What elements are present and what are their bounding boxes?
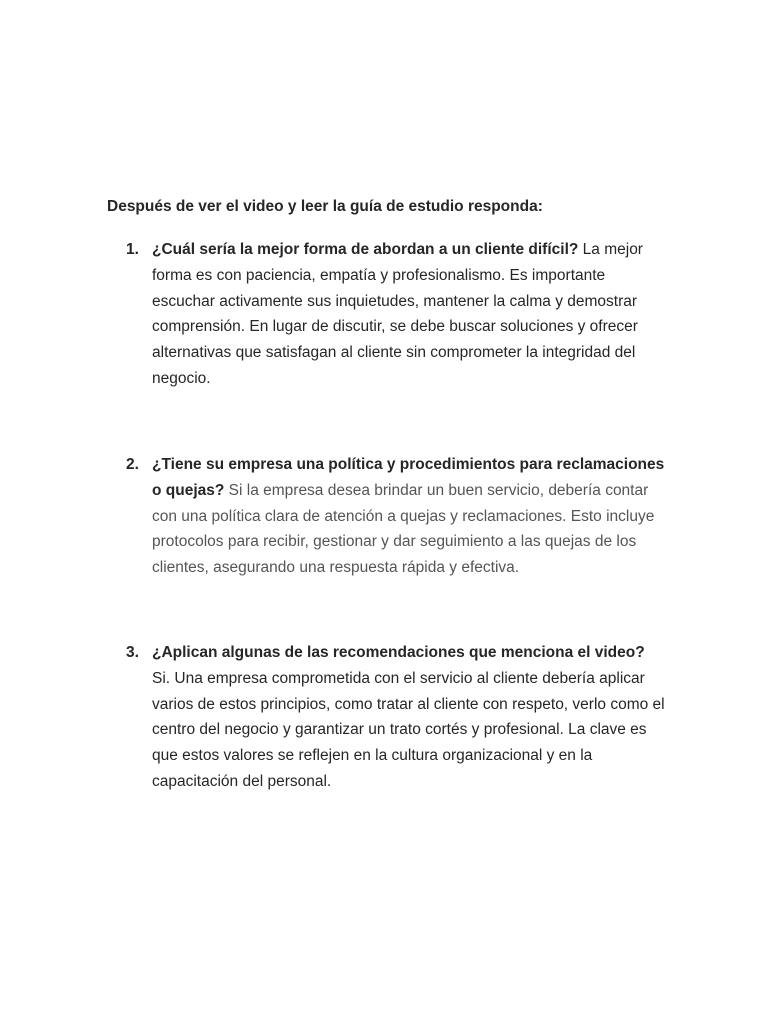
answer-text: Si la empresa desea brindar un buen servicio, debería contar con una política clara de atención a quejas y reclamaciones. Esto incluye protocolos para recibir, gestionar y dar seguimiento a las quejas de los clientes, asegurando una respuesta rápida y efectiva. xyxy=(152,481,655,577)
list-item-2 xyxy=(126,452,666,581)
intro-heading: Después de ver el video y leer la guía de estudio responda: xyxy=(107,198,543,215)
question-text: ¿Tiene su empresa una política y procedimientos para reclamaciones o quejas? xyxy=(152,456,665,499)
list-item-text xyxy=(152,640,666,795)
list-item-3 xyxy=(126,640,666,795)
list-item-text xyxy=(152,237,666,392)
list-number: 1. xyxy=(126,241,139,258)
question-text: ¿Cuál sería la mejor forma de abordan a un cliente difícil? xyxy=(152,241,579,258)
list-item-text xyxy=(152,452,666,581)
question-text: ¿Aplican algunas de las recomendaciones que menciona el video? xyxy=(152,644,645,661)
answer-text: Si. Una empresa comprometida con el servicio al cliente debería aplicar varios de estos principios, como tratar al cliente con respeto, verlo como el centro del negocio y garantizar un trato cortés y profesional. La clave es que estos valores se reflejen en la cultura organizacional y en la capacitación del personal. xyxy=(152,669,665,790)
answer-text: La mejor forma es con paciencia, empatía y profesionalismo. Es importante escuchar activamente sus inquietudes, mantener la calma y demostrar comprensión. En lugar de discutir, se debe buscar soluciones y ofrecer alternativas que satisfagan al cliente sin comprometer la integridad del negocio. xyxy=(152,241,643,387)
list-item-1 xyxy=(126,237,666,392)
list-number: 2. xyxy=(126,456,139,473)
list-number: 3. xyxy=(126,644,139,661)
